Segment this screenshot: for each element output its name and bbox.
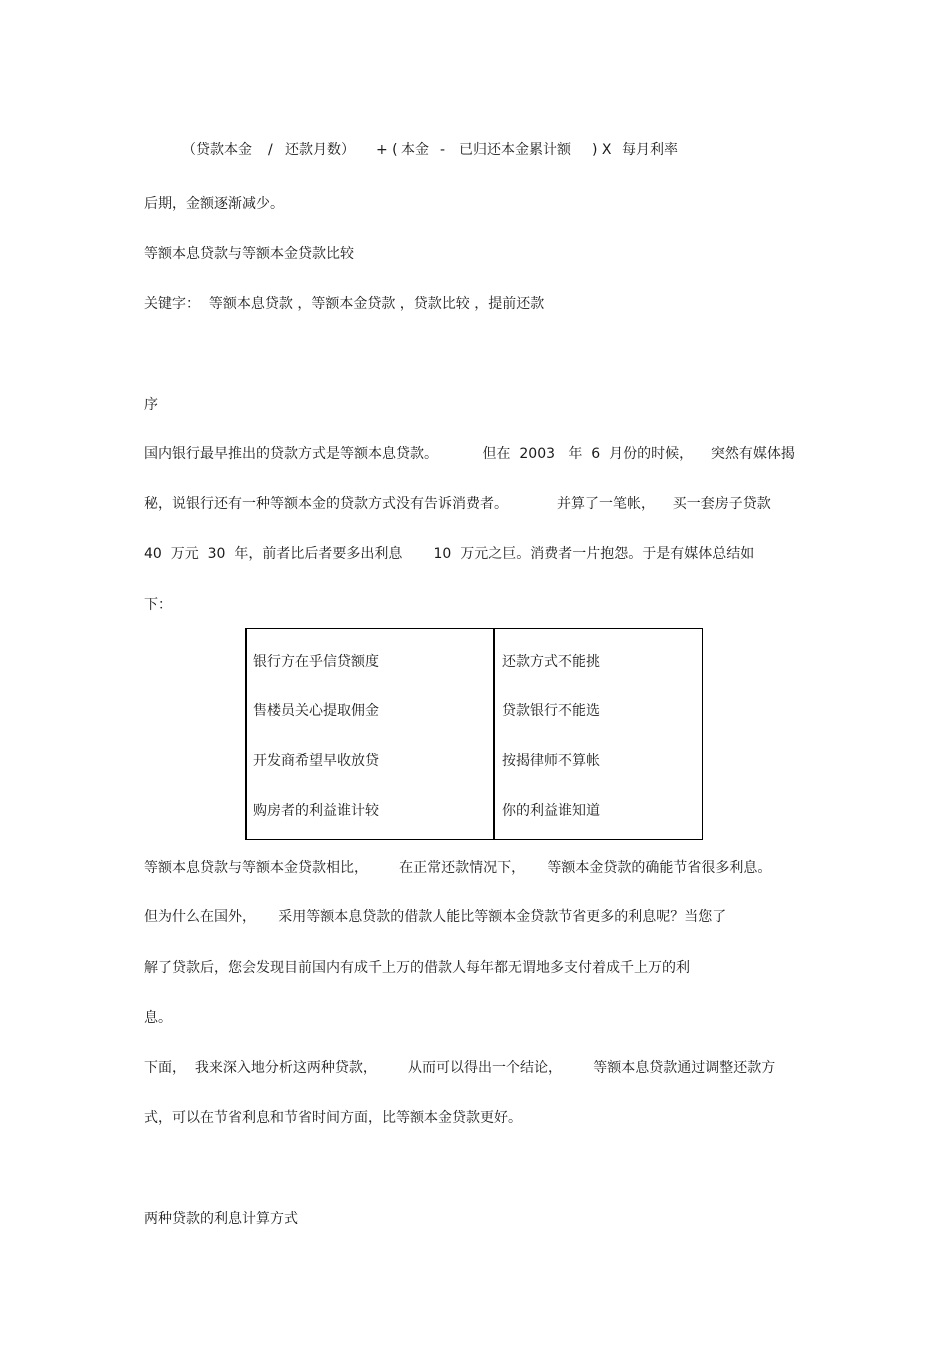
paragraph-line: 但为什么在国外， 采用等额本息贷款的借款人能比等额本金贷款节省更多的利息呢？当您了 bbox=[144, 909, 727, 925]
paragraph-line: 后期，金额逐渐减少。 bbox=[144, 196, 284, 212]
formula-part: - bbox=[440, 142, 446, 158]
table-cell: 贷款银行不能选 bbox=[502, 703, 600, 719]
comparison-table bbox=[245, 628, 703, 840]
paragraph-line: 国内银行最早推出的贷款方式是等额本息贷款。 但在 2003 年 6 月份的时候， 突然有媒体揭 bbox=[144, 446, 795, 462]
table-cell: 售楼员关心提取佣金 bbox=[253, 703, 379, 719]
paragraph-line: 40 万元 30 年，前者比后者要多出利息 10 万元之巨。消费者一片抱怨。于是有媒体总结如 bbox=[144, 546, 755, 562]
paragraph-line: 下面， 我来深入地分析这两种贷款， 从而可以得出一个结论， 等额本息贷款通过调整还款方 bbox=[144, 1060, 776, 1076]
table-cell: 银行方在乎信贷额度 bbox=[253, 654, 379, 670]
formula-part: 本金 bbox=[401, 142, 429, 158]
paragraph-line: 式，可以在节省利息和节省时间方面，比等额本金贷款更好。 bbox=[144, 1110, 522, 1126]
table-cell: 购房者的利益谁计较 bbox=[253, 803, 379, 819]
table-cell: 还款方式不能挑 bbox=[502, 654, 600, 670]
paragraph-line: 秘，说银行还有一种等额本金的贷款方式没有告诉消费者。 并算了一笔帐， 买一套房子贷款 bbox=[144, 496, 771, 512]
formula-part: ) X bbox=[592, 142, 612, 158]
table-cell: 开发商希望早收放贷 bbox=[253, 753, 379, 769]
paragraph-line: 下： bbox=[144, 597, 172, 613]
section-heading: 两种贷款的利息计算方式 bbox=[144, 1211, 298, 1227]
section-heading: 等额本息贷款与等额本金贷款比较 bbox=[144, 246, 354, 262]
section-heading: 序 bbox=[144, 397, 158, 413]
keywords-line: 关键字： 等额本息贷款 ，等额本金贷款 ，贷款比较 ，提前还款 bbox=[144, 296, 545, 312]
table-divider bbox=[493, 629, 495, 839]
formula-part: 已归还本金累计额 bbox=[459, 142, 571, 158]
paragraph-line: 等额本息贷款与等额本金贷款相比， 在正常还款情况下， 等额本金贷款的确能节省很多利息。 bbox=[144, 860, 772, 876]
formula-part: （贷款本金 bbox=[182, 142, 252, 158]
table-cell: 按揭律师不算帐 bbox=[502, 753, 600, 769]
formula-line bbox=[0, 140, 950, 160]
formula-part: / bbox=[268, 142, 273, 158]
paragraph-line: 解了贷款后，您会发现目前国内有成千上万的借款人每年都无谓地多支付着成千上万的利 bbox=[144, 960, 690, 976]
formula-part: 每月利率 bbox=[622, 142, 678, 158]
formula-part: 还款月数） bbox=[285, 142, 355, 158]
paragraph-line: 息。 bbox=[144, 1010, 172, 1026]
formula-part: + ( bbox=[376, 142, 398, 158]
table-cell: 你的利益谁知道 bbox=[502, 803, 600, 819]
